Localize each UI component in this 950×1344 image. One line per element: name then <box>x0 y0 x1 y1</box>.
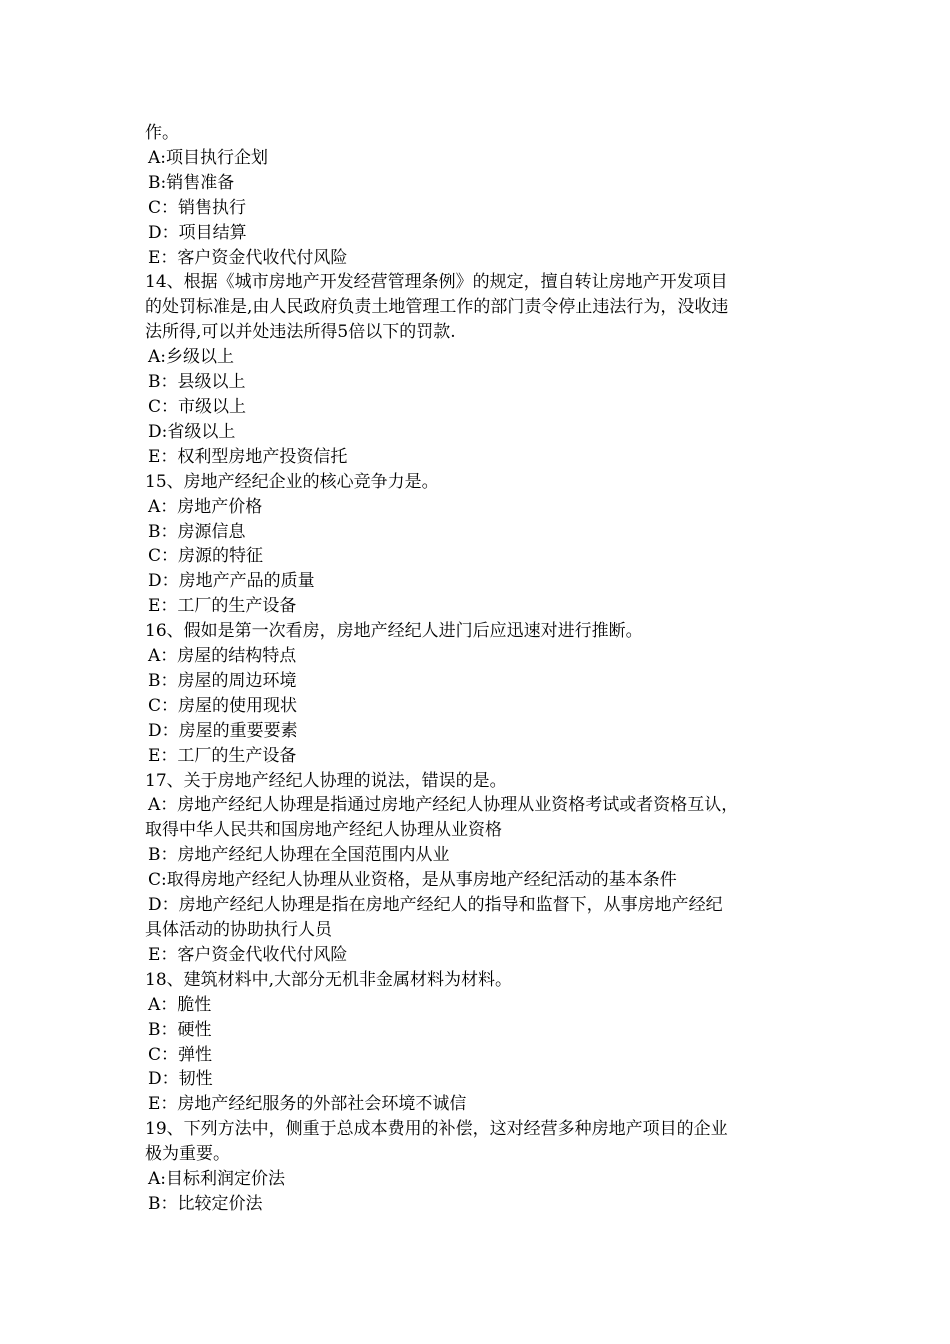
option-line: A：房地产经纪人协理是指通过房地产经纪人协理从业资格考试或者资格互认， <box>148 795 739 816</box>
option-line: C：房源的特征 <box>148 546 264 567</box>
question-line: 14、根据《城市房地产开发经营管理条例》的规定，擅自转让房地产开发项目 <box>145 272 728 293</box>
option-line: D：房地产经纪人协理是指在房地产经纪人的指导和监督下，从事房地产经纪 <box>148 895 723 916</box>
option-continuation-line: 取得中华人民共和国房地产经纪人协理从业资格 <box>145 820 502 841</box>
option-line: C：房屋的使用现状 <box>148 695 298 716</box>
option-line: A：房地产价格 <box>148 496 263 517</box>
option-line: A：脆性 <box>148 994 212 1015</box>
option-line: D：韧性 <box>148 1069 213 1090</box>
question-line: 16、假如是第一次看房，房地产经纪人进门后应迅速对进行推断。 <box>145 621 643 642</box>
option-line: B：房屋的周边环境 <box>148 670 297 691</box>
option-line: E：房地产经纪服务的外部社会环境不诚信 <box>148 1094 467 1115</box>
question-line: 的处罚标准是,由人民政府负责土地管理工作的部门责令停止违法行为，没收违 <box>145 297 729 318</box>
question-line: 19、下列方法中，侧重于总成本费用的补偿，这对经营多种房地产项目的企业 <box>145 1119 728 1140</box>
question-line: 18、建筑材料中,大部分无机非金属材料为材料。 <box>145 969 513 990</box>
option-line: D：房地产产品的质量 <box>148 571 315 592</box>
option-line: B：比较定价法 <box>148 1193 263 1214</box>
document-body <box>145 121 835 1217</box>
option-line: A：房屋的结构特点 <box>148 646 297 667</box>
option-line: A:项目执行企划 <box>148 147 269 168</box>
option-line: C：市级以上 <box>148 396 247 417</box>
option-line: D：房屋的重要要素 <box>148 720 298 741</box>
text-line: 作。 <box>145 123 179 143</box>
option-line: B：房源信息 <box>148 521 246 542</box>
question-line: 极为重要。 <box>145 1144 230 1165</box>
question-line: 法所得,可以并处违法所得5倍以下的罚款. <box>145 322 456 343</box>
option-line: E：工厂的生产设备 <box>148 596 297 617</box>
option-line: E：工厂的生产设备 <box>148 745 297 766</box>
option-line: E：客户资金代收代付风险 <box>148 247 348 268</box>
option-line: B：硬性 <box>148 1019 212 1040</box>
option-continuation-line: 具体活动的协助执行人员 <box>145 920 332 940</box>
option-line: B:销售准备 <box>148 172 235 193</box>
option-line: D：项目结算 <box>148 222 247 243</box>
option-line: C：销售执行 <box>148 197 247 218</box>
option-line: B：县级以上 <box>148 372 246 393</box>
option-line: A:目标利润定价法 <box>148 1169 286 1190</box>
option-line: C：弹性 <box>148 1044 213 1065</box>
question-line: 15、房地产经纪企业的核心竞争力是。 <box>145 471 439 492</box>
option-line: B：房地产经纪人协理在全国范围内从业 <box>148 845 450 866</box>
question-line: 17、关于房地产经纪人协理的说法，错误的是。 <box>145 770 507 791</box>
option-line: A:乡级以上 <box>148 347 235 368</box>
option-line: E：客户资金代收代付风险 <box>148 944 348 965</box>
option-line: E：权利型房地产投资信托 <box>148 446 348 467</box>
option-line: D:省级以上 <box>148 421 236 442</box>
option-line: C:取得房地产经纪人协理从业资格，是从事房地产经纪活动的基本条件 <box>148 870 677 891</box>
